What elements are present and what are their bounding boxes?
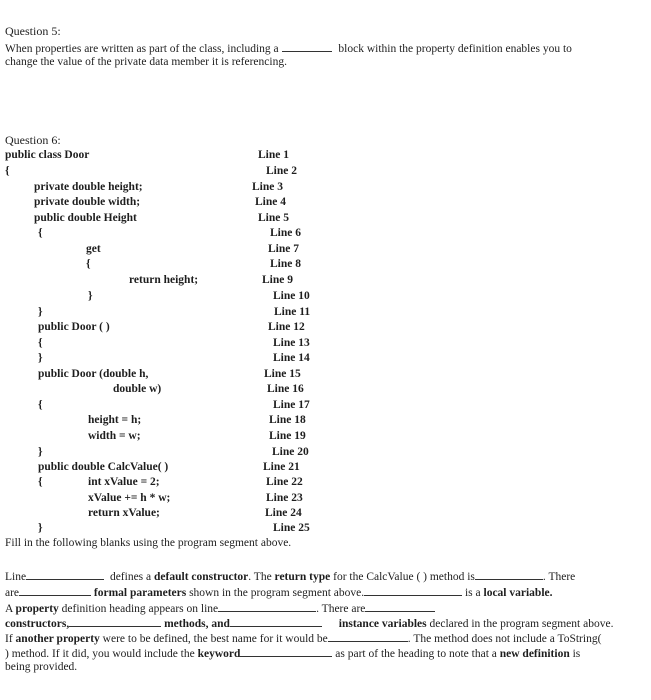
fill-text: is a — [464, 587, 481, 599]
line-label-11: Line 11 — [274, 306, 311, 318]
code-text-11: } — [38, 306, 43, 318]
fill-line-5 — [5, 630, 601, 646]
line-label-2: Line 2 — [266, 165, 297, 177]
blank-local-variable[interactable] — [364, 584, 462, 596]
fill-text: . The method does not include a ToString( — [407, 633, 602, 645]
line-label-5: Line 5 — [258, 212, 289, 224]
blank-constructor-count[interactable] — [365, 600, 435, 612]
line-label-18: Line 18 — [269, 414, 306, 426]
code-text-15: public Door (double h, — [38, 368, 149, 380]
fill-text: are — [5, 587, 20, 599]
code-text-18: height = h; — [88, 414, 142, 426]
fill-text: . There are — [316, 603, 366, 615]
blank-return-type[interactable] — [475, 568, 543, 580]
code-text-17: { — [38, 399, 43, 411]
fill-text: were to be defined, the best name for it would be — [102, 633, 328, 645]
line-label-1: Line 1 — [258, 149, 289, 161]
line-label-24: Line 24 — [265, 507, 302, 519]
line-label-21: Line 21 — [263, 461, 300, 473]
fill-text: . The — [248, 571, 272, 583]
code-text-25: } — [38, 522, 43, 534]
fill-text: declared in the program segment above. — [429, 618, 614, 630]
line-label-23: Line 23 — [266, 492, 303, 504]
fill-term: constructors, — [5, 618, 70, 630]
fill-text: A — [5, 603, 13, 615]
line-label-12: Line 12 — [268, 321, 305, 333]
code-text-24: return xValue; — [88, 507, 160, 519]
fill-line-7: being provided. — [5, 661, 78, 673]
fill-term: return type — [274, 571, 331, 583]
code-text-22: { — [38, 476, 43, 488]
code-text-9: return height; — [129, 274, 199, 286]
line-label-8: Line 8 — [270, 258, 301, 270]
code-text-14: } — [38, 352, 43, 364]
fill-term: methods, and — [164, 618, 230, 630]
code-text-23: xValue += h * w; — [88, 492, 171, 504]
blank-param-count[interactable] — [19, 584, 91, 596]
line-label-14: Line 14 — [273, 352, 310, 364]
line-label-3: Line 3 — [252, 181, 283, 193]
fill-text: definition heading appears on line — [61, 603, 219, 615]
instructions: Fill in the following blanks using the program segment above. — [5, 537, 292, 549]
blank-property-line[interactable] — [218, 600, 316, 612]
code-text-6: { — [38, 227, 43, 239]
fill-line-6 — [5, 645, 580, 661]
fill-term: new definition — [499, 648, 570, 660]
fill-term: keyword — [197, 648, 241, 660]
line-label-17: Line 17 — [273, 399, 310, 411]
fill-text: ) method. If it did, you would include the — [5, 648, 195, 660]
code-text-1: public class Door — [5, 149, 90, 161]
q5-text-line1 — [5, 40, 572, 56]
fill-text: shown in the program segment above. — [189, 587, 365, 599]
fill-line-2 — [5, 584, 553, 600]
fill-term: another property — [15, 633, 100, 645]
blank-property-name[interactable] — [328, 630, 408, 642]
fill-text: defines a — [109, 571, 152, 583]
blank-method-count[interactable] — [69, 615, 161, 627]
code-text-13: { — [38, 337, 43, 349]
code-text-12: public Door ( ) — [38, 321, 110, 333]
line-label-19: Line 19 — [269, 430, 306, 442]
q5-text-line2: change the value of the private data member it is referencing. — [5, 56, 287, 68]
code-text-2: { — [5, 165, 10, 177]
line-label-4: Line 4 — [255, 196, 286, 208]
line-label-7: Line 7 — [268, 243, 299, 255]
q5-blank[interactable] — [282, 40, 332, 52]
line-label-22: Line 22 — [266, 476, 303, 488]
fill-line-4 — [5, 615, 613, 631]
line-label-15: Line 15 — [264, 368, 301, 380]
line-label-13: Line 13 — [273, 337, 310, 349]
code-text-7: get — [86, 243, 101, 255]
fill-line-1 — [5, 568, 575, 584]
blank-line-number[interactable] — [26, 568, 104, 580]
q5-heading: Question 5: — [5, 24, 61, 38]
fill-text: for the CalcValue ( ) method is — [333, 571, 475, 583]
fill-text: If — [5, 633, 13, 645]
line-label-16: Line 16 — [267, 383, 304, 395]
fill-text: is — [572, 648, 581, 660]
fill-term: property — [15, 603, 59, 615]
fill-text: . There — [542, 571, 576, 583]
line-label-9: Line 9 — [262, 274, 293, 286]
code-text-10: } — [88, 290, 93, 302]
line-label-6: Line 6 — [270, 227, 301, 239]
fill-line-3 — [5, 600, 435, 616]
fill-term: local variable. — [483, 587, 553, 599]
code-text-22b: int xValue = 2; — [88, 476, 160, 488]
code-text-16: double w) — [113, 383, 162, 395]
line-label-10: Line 10 — [273, 290, 310, 302]
code-text-5: public double Height — [34, 212, 137, 224]
fill-term: default constructor — [154, 571, 249, 583]
code-text-8: { — [86, 258, 91, 270]
fill-term: instance variables — [338, 618, 427, 630]
code-text-20: } — [38, 446, 43, 458]
line-label-25: Line 25 — [273, 522, 310, 534]
code-text-19: width = w; — [88, 430, 141, 442]
fill-term: formal parameters — [93, 587, 187, 599]
q5-text-a: When properties are written as part of the class, including a — [5, 43, 279, 55]
q6-heading: Question 6: — [5, 133, 61, 147]
blank-keyword[interactable] — [240, 645, 332, 657]
code-text-3: private double height; — [34, 181, 143, 193]
code-text-4: private double width; — [34, 196, 141, 208]
line-label-20: Line 20 — [272, 446, 309, 458]
code-text-21: public double CalcValue( ) — [38, 461, 169, 473]
fill-text: as part of the heading to note that a — [335, 648, 497, 660]
fill-text: Line — [5, 571, 27, 583]
q5-text-b: block within the property definition enables you to — [338, 43, 572, 55]
blank-instance-count[interactable] — [230, 615, 322, 627]
